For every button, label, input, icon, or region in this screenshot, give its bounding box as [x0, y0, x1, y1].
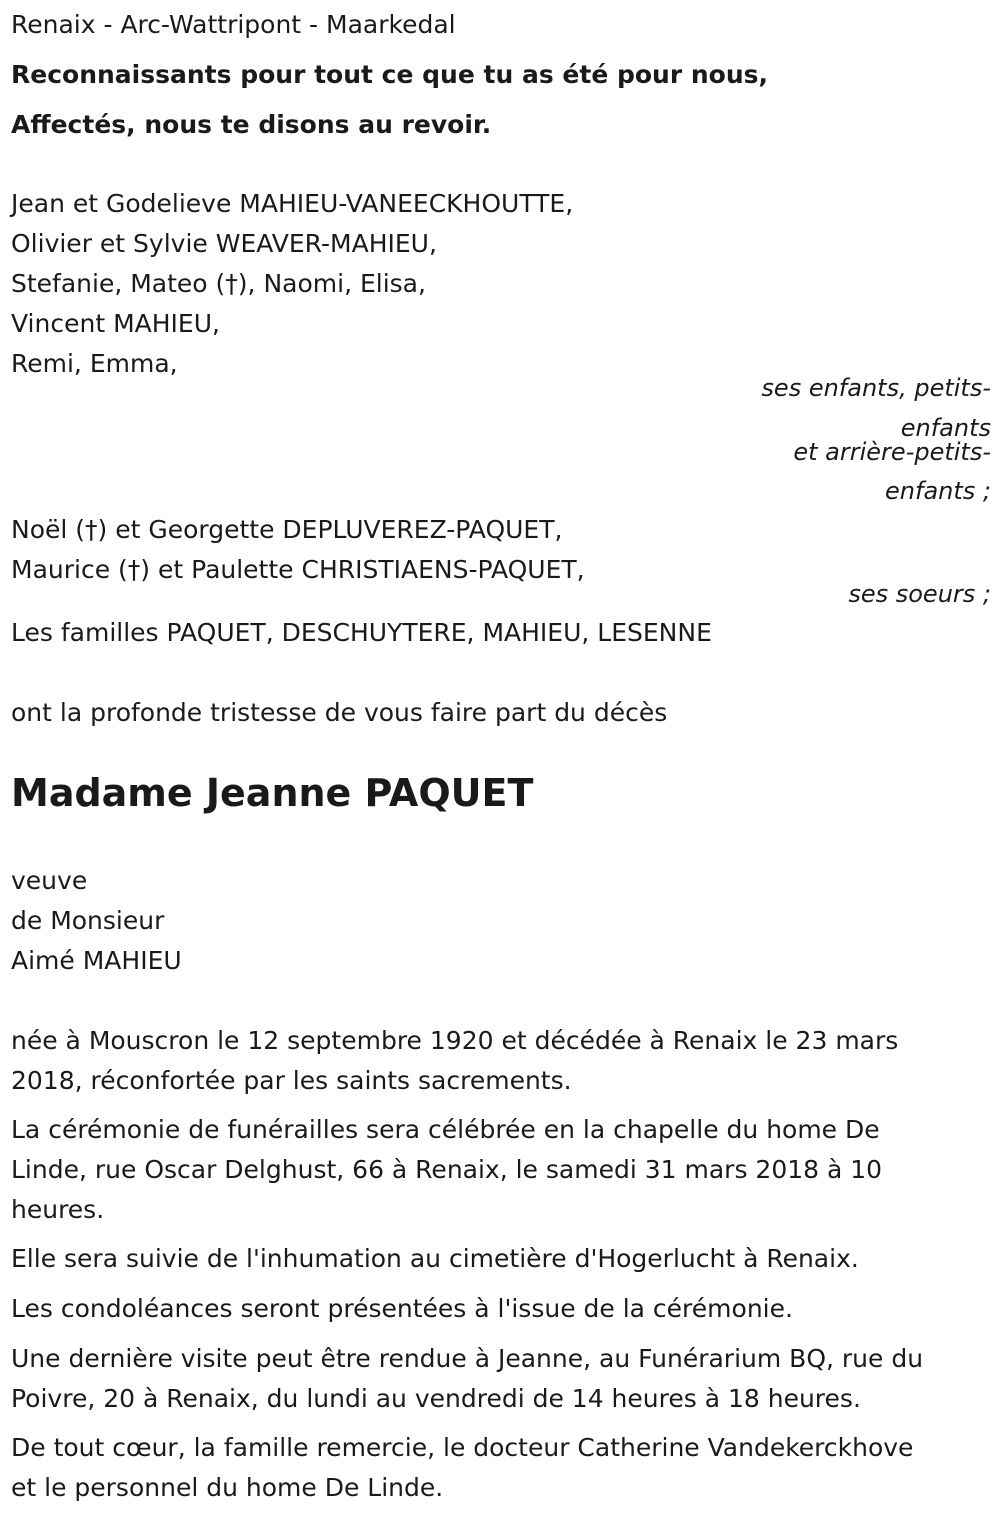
- children-line: Stefanie, Mateo (†), Naomi, Elisa,: [11, 269, 426, 298]
- visit-line: Une dernière visite peut être rendue à Jeanne, au Funérarium BQ, rue du: [11, 1344, 924, 1373]
- sisters-line: Noël (†) et Georgette DEPLUVEREZ-PAQUET,: [11, 515, 563, 544]
- tagline-line-1: Reconnaissants pour tout ce que tu as été pour nous,: [11, 60, 769, 89]
- thanks-line: De tout cœur, la famille remercie, le docteur Catherine Vandekerckhove: [11, 1433, 914, 1462]
- deceased-name: Madame Jeanne PAQUET: [11, 771, 534, 815]
- children-line: Remi, Emma,: [11, 349, 178, 378]
- children-line: Jean et Godelieve MAHIEU-VANEECKHOUTTE,: [11, 189, 574, 218]
- children-role-line: enfants: [900, 414, 991, 442]
- thanks-line: et le personnel du home De Linde.: [11, 1473, 444, 1502]
- tagline-line-2: Affectés, nous te disons au revoir.: [11, 110, 492, 139]
- sisters-role: ses soeurs ;: [848, 580, 991, 608]
- families-line: Les familles PAQUET, DESCHUYTERE, MAHIEU, LESENNE: [11, 618, 712, 647]
- children-role-line: ses enfants, petits-: [761, 374, 991, 402]
- announcement: ont la profonde tristesse de vous faire part du décès: [11, 698, 668, 727]
- children-line: Olivier et Sylvie WEAVER-MAHIEU,: [11, 229, 437, 258]
- burial-line: Elle sera suivie de l'inhumation au cimetière d'Hogerlucht à Renaix.: [11, 1244, 859, 1273]
- ceremony-line: heures.: [11, 1195, 105, 1224]
- birth-death-line: née à Mouscron le 12 septembre 1920 et décédée à Renaix le 23 mars: [11, 1026, 899, 1055]
- condolences-line: Les condoléances seront présentées à l'issue de la cérémonie.: [11, 1294, 793, 1323]
- children-line: Vincent MAHIEU,: [11, 309, 220, 338]
- status-line: veuve: [11, 866, 88, 895]
- children-role-line: enfants ;: [885, 477, 991, 505]
- ceremony-line: La cérémonie de funérailles sera célébrée en la chapelle du home De: [11, 1115, 880, 1144]
- children-role-line: et arrière-petits-: [793, 438, 991, 466]
- sisters-line: Maurice (†) et Paulette CHRISTIAENS-PAQUET,: [11, 555, 585, 584]
- location-header: Renaix - Arc-Wattripont - Maarkedal: [11, 10, 456, 39]
- birth-death-line: 2018, réconfortée par les saints sacrements.: [11, 1066, 572, 1095]
- status-line: de Monsieur: [11, 906, 165, 935]
- status-line: Aimé MAHIEU: [11, 946, 182, 975]
- visit-line: Poivre, 20 à Renaix, du lundi au vendredi de 14 heures à 18 heures.: [11, 1384, 861, 1413]
- ceremony-line: Linde, rue Oscar Delghust, 66 à Renaix, le samedi 31 mars 2018 à 10: [11, 1155, 883, 1184]
